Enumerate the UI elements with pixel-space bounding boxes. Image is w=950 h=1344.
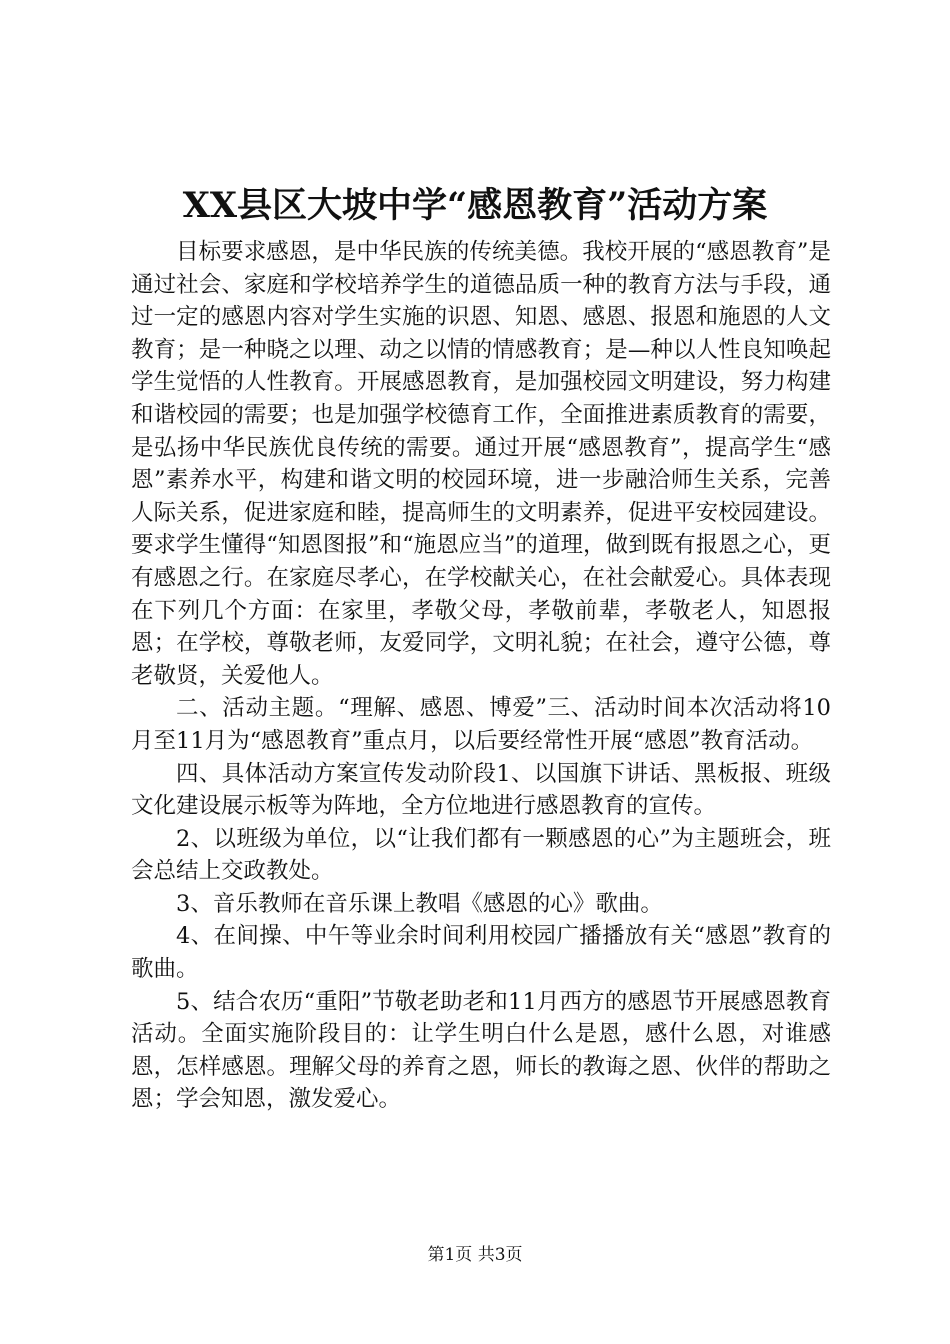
paragraph-plan-item-2: 2、以班级为单位，以“让我们都有一颗感恩的心”为主题班会，班会总结上交政教处。 xyxy=(131,825,831,885)
paragraph-plan-item-4: 4、在间操、中午等业余时间利用校园广播播放有关“感恩”教育的歌曲。 xyxy=(131,923,831,983)
paragraph-goals: 目标要求感恩，是中华民族的传统美德。我校开展的“感恩教育”是通过社会、家庭和学校培养学生的道德品质一种的教育方法与手段，通过一定的感恩内容对学生实施的识恩、知恩、感恩、报恩和施恩的人文教育；是一种晓之以理、动之以情的情感教育；是—种以人性良知唤起学生觉悟的人性教育。开展感恩教育，是加强校园文明建设，努力构建和谐校园的需要；也是加强学校德育工作，全面推进素质教育的需要，是弘扬中华民族优良传统的需要。通过开展“感恩教育”，提高学生“感恩”素养水平，构建和谐文明的校园环境，进一步融洽师生关系，完善人际关系，促进家庭和睦，提高师生的文明素养，促进平安校园建设。要求学生懂得“知恩图报”和“施恩应当”的道理，做到既有报恩之心，更有感恩之行。在家庭尽孝心，在学校献关心，在社会献爱心。具体表现在下列几个方面：在家里，孝敬父母，孝敬前辈，孝敬老人，知恩报恩；在学校，尊敬老师，友爱同学，文明礼貌；在社会，遵守公德，尊老敬贤，关爱他人。 xyxy=(131,239,831,689)
paragraph-theme-time: 二、活动主题。“理解、感恩、博爱”三、活动时间本次活动将10月至11月为“感恩教育”重点月，以后要经常性开展“感恩”教育活动。 xyxy=(131,695,831,754)
paragraph-plan-item-3: 3、音乐教师在音乐课上教唱《感恩的心》歌曲。 xyxy=(176,890,663,917)
paragraph-plan-item-1: 四、具体活动方案宣传发动阶段1、以国旗下讲话、黑板报、班级文化建设展示板等为阵地，全方位地进行感恩教育的宣传。 xyxy=(131,760,831,820)
paragraph-plan-item-5: 5、结合农历“重阳”节敬老助老和11月西方的感恩节开展感恩教育活动。全面实施阶段目的：让学生明白什么是恩，感什么恩，对谁感恩，怎样感恩。理解父母的养育之恩，师长的教诲之恩、伙伴的帮助之恩；学会知恩，激发爱心。 xyxy=(131,988,831,1113)
document-body xyxy=(131,236,831,1116)
document-title: XX县区大坡中学“感恩教育”活动方案 xyxy=(182,185,768,226)
page-number-footer: 第1页 共3页 xyxy=(427,1245,523,1265)
